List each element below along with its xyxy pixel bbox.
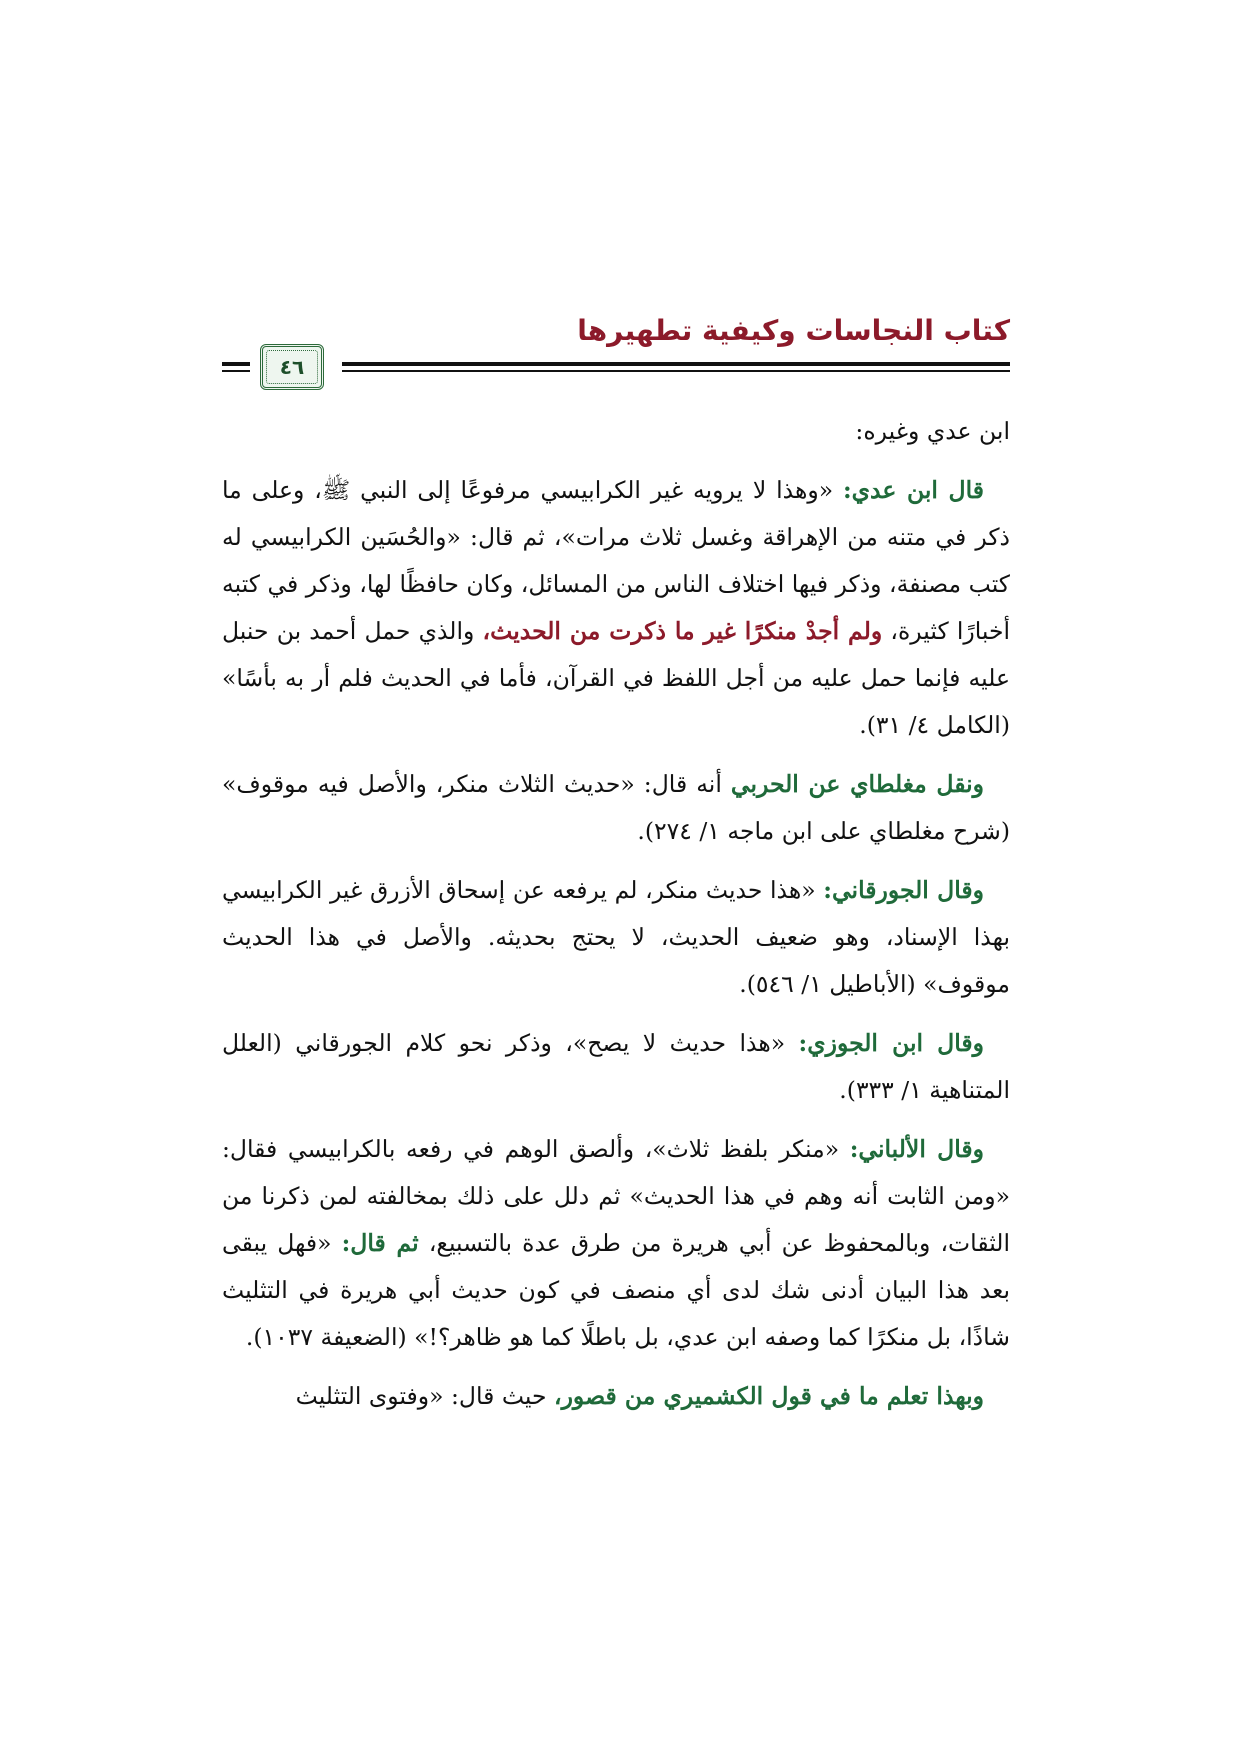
speaker-label: وقال الجورقاني:	[823, 876, 984, 904]
paragraph-jawraqani	[222, 867, 1010, 1008]
intro-line: ابن عدي وغيره:	[855, 417, 1010, 445]
page-body	[222, 408, 1010, 1432]
quote-text: حيث قال: «وفتوى التثليث	[295, 1382, 554, 1410]
quote-text: «فهل يبقى بعد هذا البيان أدنى شك لدى أي منصف في كون حديث أبي هريرة في التثليث شاذًا، بل منكرًا كما وصفه ابن عدي، بل باطلًا كما هو ظاهر؟!» (الضعيفة ١٠٣٧).	[222, 1229, 1010, 1351]
quote-text: «منكر بلفظ ثلاث»، وألصق الوهم في رفعه بالكرابيسي فقال: «ومن الثابت أنه وهم في هذا الحديث» ثم دلل على ذلك بمخالفته لمن ذكرنا من الثقات، وبالمحفوظ عن أبي هريرة من طرق عدة بالتسبيع،	[222, 1135, 1010, 1257]
page-header	[222, 310, 1010, 394]
speaker-label: وقال ابن الجوزي:	[798, 1029, 984, 1057]
header-rule-thin	[342, 370, 1010, 372]
paragraph-mughaltay	[222, 761, 1010, 855]
speaker-label: وبهذا تعلم ما في قول الكشميري من قصور،	[554, 1382, 984, 1410]
highlight-text: ولم أجدْ منكرًا غير ما ذكرت من الحديث،	[482, 617, 883, 645]
book-title: كتاب النجاسات وكيفية تطهيرها	[577, 314, 1010, 347]
speaker-label: قال ابن عدي:	[842, 476, 985, 504]
page-number: ٤٦	[279, 355, 305, 379]
speaker-label: وقال الألباني:	[849, 1135, 984, 1163]
quote-text: «وهذا لا يرويه غير الكرابيسي مرفوعًا إلى النبي ﷺ، وعلى ما ذكر في متنه من الإهراقة وغسل ثلاث مرات»، ثم قال: «والحُسَين الكرابيسي له كتب مصنفة، وذكر فيها اختلاف الناس من المسائل، وكان حافظًا لها، وذكر في كتبه أخبارًا كثيرة،	[222, 476, 1011, 645]
paragraph-ibn-adi	[222, 467, 1010, 749]
paragraph-kashmiri	[222, 1373, 1010, 1420]
quote-text: «هذا حديث لا يصح»، وذكر نحو كلام الجورقاني (العلل المتناهية ١/ ٣٣٣).	[222, 1029, 1010, 1104]
quote-text: والذي حمل أحمد بن حنبل عليه فإنما حمل عليه من أجل اللفظ في القرآن، فأما في الحديث فلم أر به بأسًا» (الكامل ٤/ ٣١).	[222, 617, 1010, 739]
paragraph-albani	[222, 1126, 1010, 1361]
speaker-label: ثم قال:	[341, 1229, 419, 1257]
header-rule-left	[222, 362, 250, 366]
quote-text: «هذا حديث منكر، لم يرفعه عن إسحاق الأزرق غير الكرابيسي بهذا الإسناد، وهو ضعيف الحديث، لا يحتج بحديثه. والأصل في هذا الحديث موقوف» (الأباطيل ١/ ٥٤٦).	[222, 876, 1010, 998]
header-rule-left-thin	[222, 370, 250, 372]
speaker-label: ونقل مغلطاي عن الحربي	[730, 770, 984, 798]
paragraph-ibn-aljawzi	[222, 1020, 1010, 1114]
page-number-badge	[260, 344, 324, 390]
quote-text: أنه قال: «حديث الثلاث منكر، والأصل فيه موقوف» (شرح مغلطاي على ابن ماجه ١/ ٢٧٤).	[222, 770, 1010, 845]
header-rule	[342, 362, 1010, 366]
